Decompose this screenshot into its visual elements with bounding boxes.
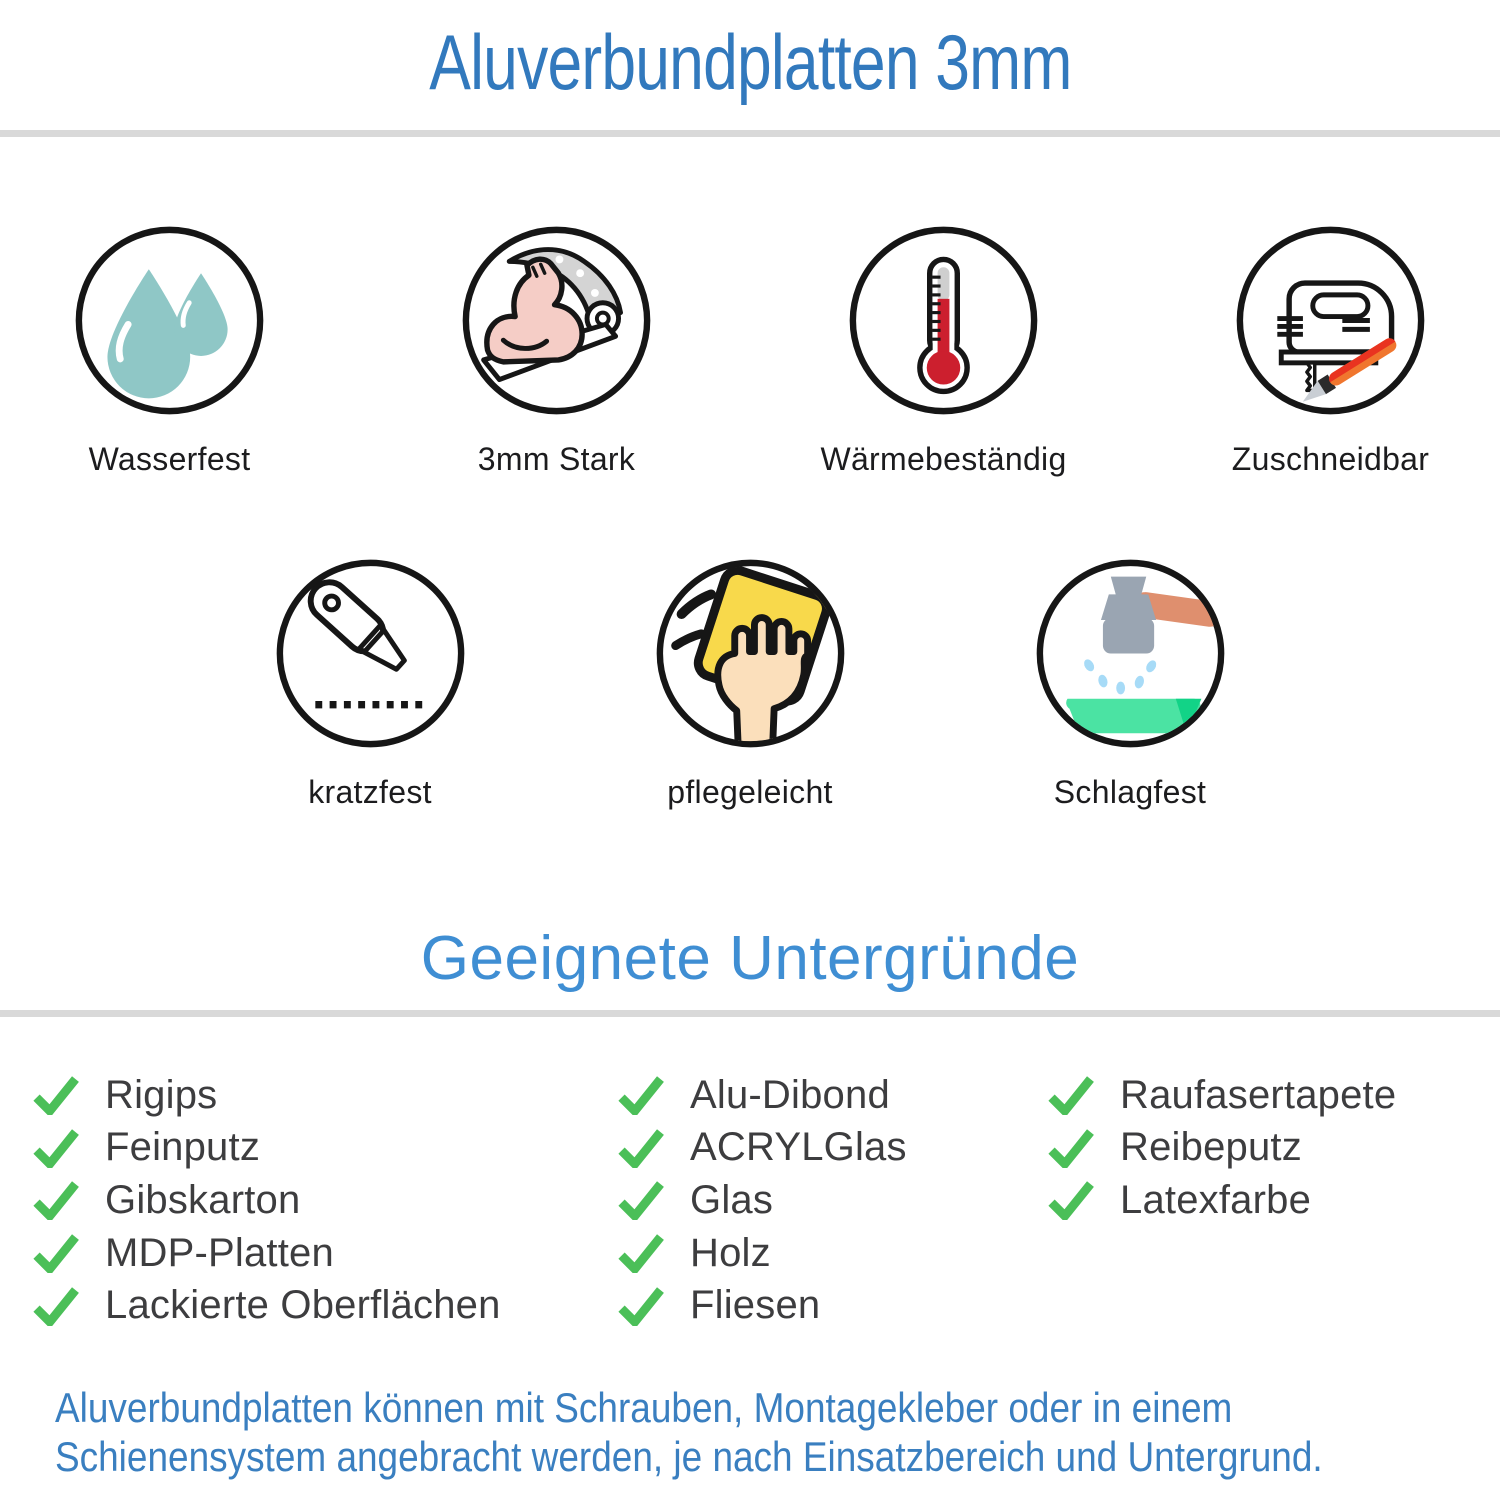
feature-3mm-stark [457,222,657,478]
substrate-label: Holz [690,1230,771,1275]
checkmark-icon [1048,1128,1094,1168]
substrate-column-2 [618,1069,907,1332]
substrate-column-3 [1048,1069,1396,1227]
feature-zuschneidbar [1231,222,1431,478]
substrate-item [1048,1069,1396,1122]
substrate-label: ACRYLGlas [690,1125,907,1170]
mounting-note-line: Schienensystem angebracht werden, je nach Einsatzbereich und Untergrund. [55,1433,1323,1480]
feature-label: Zuschneidbar [1231,441,1430,477]
feature-label: 3mm Stark [477,441,636,477]
substrate-item [1048,1174,1396,1227]
substrate-label: Alu-Dibond [690,1072,890,1117]
substrate-item [618,1227,907,1280]
checkmark-icon [33,1233,79,1273]
substrate-item [33,1279,501,1332]
substrate-column-1 [33,1069,501,1332]
checkmark-icon [618,1180,664,1220]
checkmark-icon [618,1233,664,1273]
checkmark-icon [33,1180,79,1220]
checkmark-icon [618,1286,664,1326]
feature-label: Wärmebeständig [820,441,1067,477]
substrate-label: Lackierte Oberflächen [105,1283,501,1328]
feature-row-1 [0,222,1500,478]
substrate-label: Raufasertapete [1120,1072,1397,1117]
substrate-label: Feinputz [105,1125,261,1170]
checkmark-icon [33,1128,79,1168]
feature-label: Wasserfest [88,441,251,477]
cleaning-hand-icon [652,555,849,752]
hammer-impact-icon [1032,555,1229,752]
mounting-note [55,1383,1323,1481]
checkmark-icon [33,1286,79,1326]
page-title: Aluverbundplatten 3mm [428,18,1072,106]
substrate-label: Glas [690,1177,774,1222]
thermometer-icon [845,222,1042,419]
substrate-label: Rigips [105,1072,218,1117]
divider-top [0,130,1500,137]
substrate-label: Gibskarton [105,1177,301,1222]
substrate-item [33,1174,501,1227]
feature-schlagfest [1030,555,1230,811]
feature-wasserfest [70,222,270,478]
checkmark-icon [33,1075,79,1115]
feature-kratzfest [270,555,470,811]
substrate-item [33,1069,501,1122]
substrate-item [618,1122,907,1175]
checkmark-icon [1048,1180,1094,1220]
substrate-item [618,1279,907,1332]
substrate-item [33,1227,501,1280]
feature-label: kratzfest [308,774,432,810]
substrate-label: Latexfarbe [1120,1177,1312,1222]
checkmark-icon [618,1128,664,1168]
substrate-item [618,1174,907,1227]
substrate-item [33,1122,501,1175]
checkmark-icon [618,1075,664,1115]
feature-label: Schlagfest [1053,774,1207,810]
jigsaw-knife-icon [1232,222,1429,419]
checkmark-icon [1048,1075,1094,1115]
section-title: Geeignete Untergründe [420,924,1080,993]
mounting-note-line: Aluverbundplatten können mit Schrauben, Montagekleber oder in einem [55,1384,1233,1431]
feature-label: pflegeleicht [667,774,833,810]
feature-waermebestaendig [820,222,1067,478]
water-drops-icon [71,222,268,419]
substrate-item [618,1069,907,1122]
substrate-label: Reibeputz [1120,1125,1302,1170]
feature-pflegeleicht [650,555,850,811]
flexed-arm-panel-icon [458,222,655,419]
substrate-label: Fliesen [690,1283,821,1328]
substrate-item [1048,1122,1396,1175]
feature-row-2 [0,555,1500,811]
divider-middle [0,1010,1500,1017]
utility-knife-icon [272,555,469,752]
substrate-label: MDP-Platten [105,1230,334,1275]
